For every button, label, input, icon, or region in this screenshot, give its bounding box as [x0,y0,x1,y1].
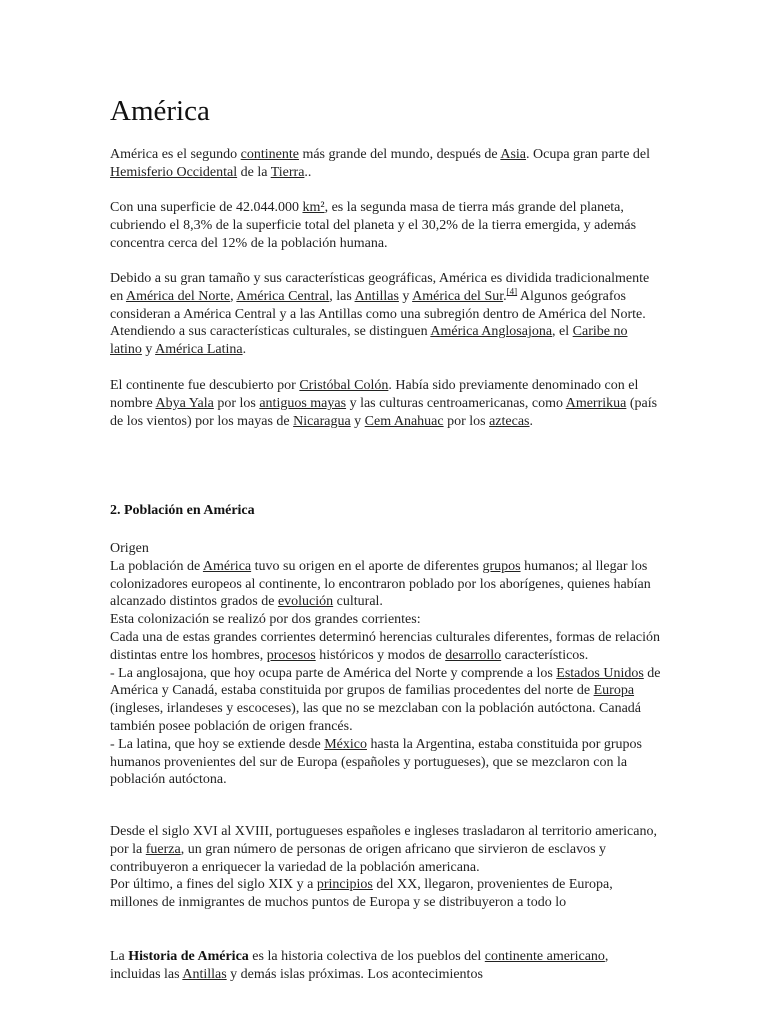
paragraph-colonizacion: Desde el siglo XVI al XVIII, portugueses españoles e ingleses trasladaron al territorio americano, por la fuerza, un gran número de personas de origen africano que sirvieron de esclavos y contribuyeron a enriquecer la variedad de la población americana. Por último, a fines del siglo XIX y a principios del XX, llegaron, provenientes de Europa, millones de inmigrantes de muchos puntos de Europa y se distribuyeron a todo lo [110,824,657,911]
paragraph-origen: Origen La población de América tuvo su origen en el aporte de diferentes grupos humanos; al llegar los colonizadores europeos al continente, lo encontraron poblado por los aborígenes, quienes habían alcanzado distintos grados de evolución cultural. Esta colonización se realizó por dos grandes corrientes: Cada una de estas grandes corrientes determinó herencias culturales diferentes, formas de relación distintas entre los hombres, procesos históricos y modos de desarrollo característicos. - La anglosajona, que hoy ocupa parte de América del Norte y comprende a los Estados Unidos de América y Canadá, estaba constituida por grupos de familias procedentes del norte de Europa (ingleses, irlandeses y escoceses), las que no se mezclaban con la población autóctona. Canadá también posee población de origen francés. - La latina, que hoy se extiende desde México hasta la Argentina, estaba constituida por grupos humanos provenientes del sur de Europa (españoles y portugueses), que se mezclaron con la población autóctona. [110,541,661,788]
reference-link[interactable]: [4] [506,286,518,297]
link-km2[interactable]: km² [302,200,325,215]
paragraph-descubrimiento: El continente fue descubierto por Cristóbal Colón. Había sido previamente denominado con el nombre Abya Yala por los antiguos mayas y las culturas centroamericanas, como Amerrikua (país de los vientos) por los mayas de Nicaragua y Cem Anahuac por los aztecas. [110,378,658,429]
subheading-origen: Origen [110,541,149,556]
link-fuerza[interactable]: fuerza [145,841,181,857]
link-procesos[interactable]: procesos [266,647,316,663]
link-cem-anahuac[interactable]: Cem Anahuac [364,413,444,429]
link-america-del-sur[interactable]: América del Sur [412,288,504,304]
link-asia[interactable]: Asia [500,147,527,162]
link-cristobal-colon[interactable]: Cristóbal Colón [299,378,389,393]
link-continente[interactable]: continente [240,147,299,162]
link-antillas[interactable]: Antillas [354,288,399,304]
link-desarrollo[interactable]: desarrollo [445,647,502,663]
paragraph-division: Debido a su gran tamaño y sus características geográficas, América es dividida tradicionalmente en América del Norte, América Central, las Antillas y América del Sur.[4] Algunos geógrafos consideran a América Central y a las Antillas como una subregión dentro de América del Norte. Atendiendo a sus características culturales, se distinguen América Anglosajona, el Caribe no latino y América Latina. [110,271,650,358]
link-continente-americano[interactable]: continente americano [484,949,605,964]
link-antiguos-mayas[interactable]: antiguos mayas [259,395,347,411]
link-tierra[interactable]: Tierra [270,164,305,180]
link-abya-yala[interactable]: Abya Yala [155,395,214,411]
link-america-del-norte[interactable]: América del Norte [125,288,231,304]
link-mexico[interactable]: México [324,736,367,752]
link-europa[interactable]: Europa [593,683,635,699]
link-principios[interactable]: principios [316,877,373,893]
link-nicaragua[interactable]: Nicaragua [293,413,351,429]
link-evolucion[interactable]: evolución [277,594,334,610]
section-heading-poblacion: 2. Población en América [110,503,255,518]
paragraph-historia: La Historia de América es la historia colectiva de los pueblos del continente americano, incluidas las Antillas y demás islas próximas. Los acontecimientos [110,949,609,982]
link-grupos[interactable]: grupos [482,558,521,574]
link-america-latina[interactable]: América Latina [155,342,243,358]
link-antillas-2[interactable]: Antillas [182,966,227,982]
paragraph-intro: América es el segundo continente más grande del mundo, después de Asia. Ocupa gran parte del Hemisferio Occidental de la Tierra.. [110,147,651,180]
link-america-anglosajona[interactable]: América Anglosajona [430,324,553,340]
bold-historia-de-america: Historia de América [128,949,249,964]
page-title: América [110,95,210,127]
link-amerrikua[interactable]: Amerrikua [565,395,627,411]
link-estados-unidos[interactable]: Estados Unidos [556,665,644,681]
link-america[interactable]: América [202,558,252,574]
link-aztecas[interactable]: aztecas [489,413,530,429]
link-america-central[interactable]: América Central [236,288,330,304]
link-hemisferio-occidental[interactable]: Hemisferio Occidental [110,164,238,180]
link-caribe-no-latino[interactable]: Caribe no latino [110,324,628,358]
paragraph-superficie: Con una superficie de 42.044.000 km², es la segunda masa de tierra más grande del planeta, cubriendo el 8,3% de la superficie total del planeta y el 30,2% de la tierra emergida, y además concentra cerca del 12% de la población humana. [110,200,637,251]
